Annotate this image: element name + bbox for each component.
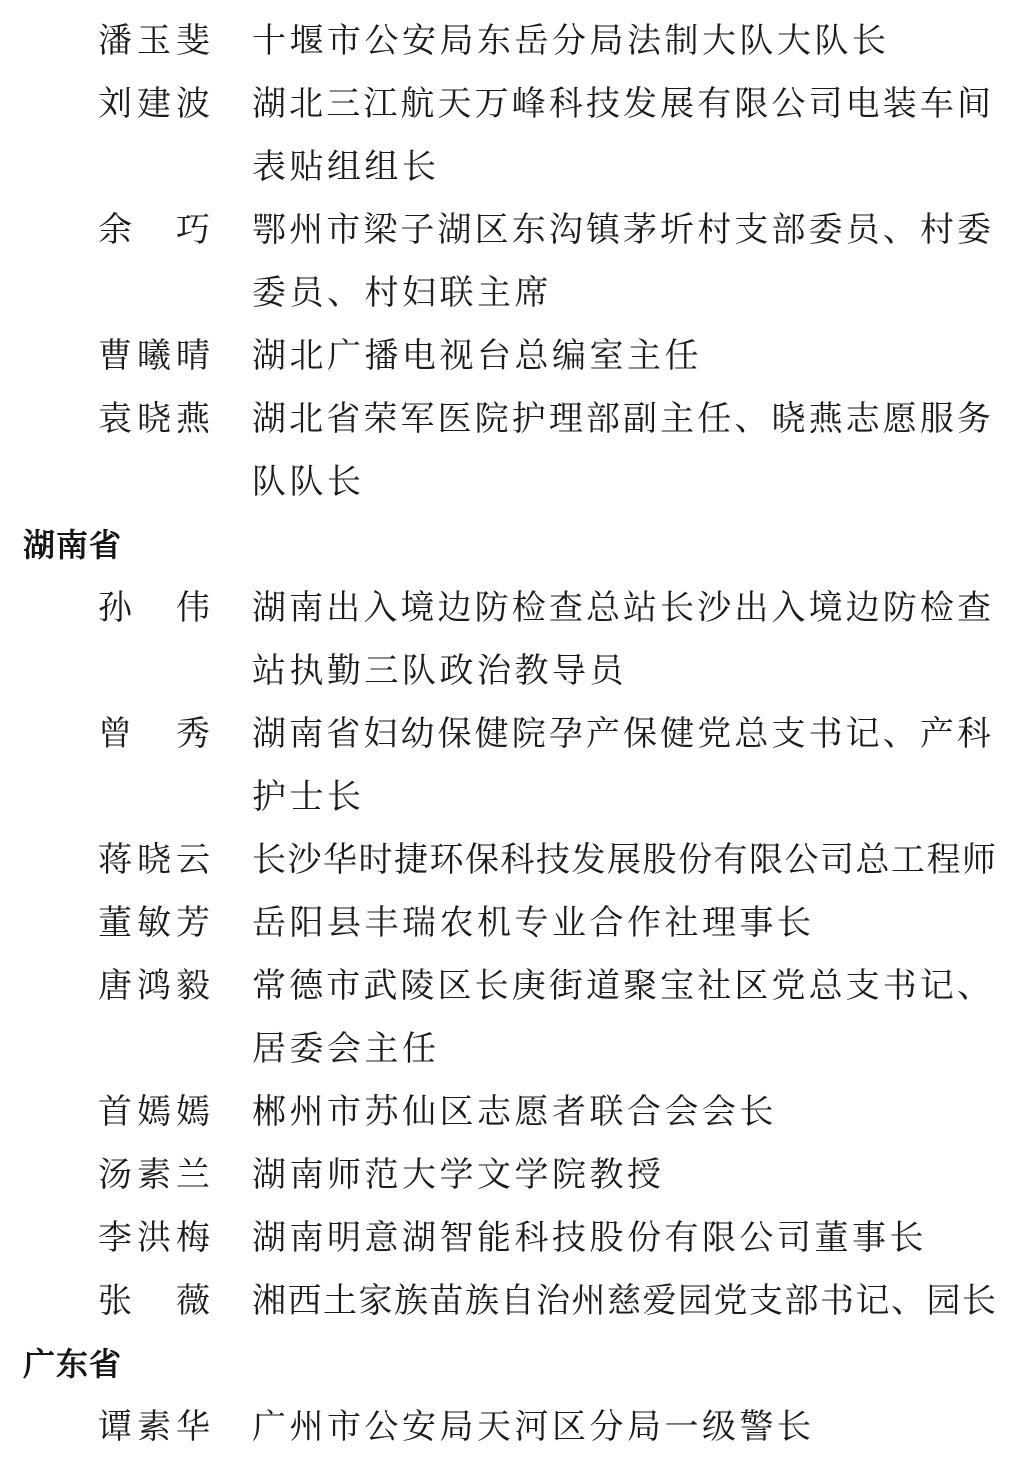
honoree-title-line: 十堰市公安局东岳分局法制大队大队长 — [252, 23, 890, 60]
honoree-name: 曹曦晴 — [98, 338, 210, 375]
honoree-title-line: 委员、村妇联主席 — [252, 275, 552, 312]
honoree-title-line: 居委会主任 — [252, 1031, 440, 1068]
honoree-row — [0, 1081, 1025, 1144]
honoree-title — [252, 1207, 992, 1270]
honoree-title — [252, 325, 992, 388]
honoree-title-line: 站执勤三队政治教导员 — [252, 653, 627, 690]
honoree-title — [252, 955, 992, 1081]
honoree-name: 潘玉斐 — [98, 23, 210, 60]
honoree-row — [0, 892, 1025, 955]
honoree-title-line: 鄂州市梁子湖区东沟镇茅圻村支部委员、村委 — [252, 212, 992, 249]
honoree-title-line: 湖北三江航天万峰科技发展有限公司电装车间 — [252, 86, 992, 123]
honoree-row — [0, 577, 1025, 703]
honoree-row — [0, 388, 1025, 514]
honoree-name: 董敏芳 — [98, 905, 210, 942]
honoree-title-line: 郴州市苏仙区志愿者联合会会长 — [252, 1094, 777, 1131]
honoree-row — [0, 1270, 1025, 1333]
honoree-title-line: 护士长 — [252, 779, 365, 816]
honoree-title-line: 湖南师范大学文学院教授 — [252, 1157, 665, 1194]
honoree-title — [252, 829, 998, 892]
honoree-name: 唐鸿毅 — [98, 968, 210, 1005]
honoree-row — [0, 829, 1025, 892]
honoree-name: 曾 秀 — [98, 716, 210, 753]
province-header-guangdong: 广东省 — [23, 1346, 123, 1382]
honoree-name: 汤素兰 — [98, 1157, 210, 1194]
honoree-row — [0, 703, 1025, 829]
honoree-name: 谭素华 — [98, 1409, 210, 1446]
honoree-name: 蒋晓云 — [98, 842, 210, 879]
honoree-title-line: 湖北省荣军医院护理部副主任、晓燕志愿服务 — [252, 401, 992, 438]
honoree-title — [252, 703, 992, 829]
honoree-title — [252, 1081, 992, 1144]
honoree-title — [252, 577, 992, 703]
honoree-title — [252, 388, 992, 514]
honoree-row — [0, 1396, 1025, 1459]
honoree-title-line: 表贴组组长 — [252, 149, 440, 186]
honoree-name: 余 巧 — [98, 212, 210, 249]
honoree-row — [0, 73, 1025, 199]
honoree-title — [252, 1144, 992, 1207]
honoree-title — [252, 199, 992, 325]
honoree-title-line: 湘西土家族苗族自治州慈爱园党支部书记、园长 — [252, 1283, 998, 1320]
honoree-row — [0, 10, 1025, 73]
honoree-title-line: 湖南省妇幼保健院孕产保健党总支书记、产科 — [252, 716, 992, 753]
honoree-row — [0, 1207, 1025, 1270]
honoree-title-line: 长沙华时捷环保科技发展股份有限公司总工程师 — [252, 842, 998, 879]
honoree-title — [252, 1396, 992, 1459]
honoree-row — [0, 1144, 1025, 1207]
honoree-title-line: 广州市公安局天河区分局一级警长 — [252, 1409, 815, 1446]
honoree-row — [0, 955, 1025, 1081]
honoree-title-line: 队队长 — [252, 464, 365, 501]
honoree-name: 刘建波 — [98, 86, 210, 123]
honoree-row — [0, 199, 1025, 325]
honoree-title-line: 常德市武陵区长庚街道聚宝社区党总支书记、 — [252, 968, 992, 1005]
honoree-title-line: 岳阳县丰瑞农机专业合作社理事长 — [252, 905, 815, 942]
honoree-row — [0, 325, 1025, 388]
honoree-title-line: 湖南出入境边防检查总站长沙出入境边防检查 — [252, 590, 992, 627]
honoree-name: 李洪梅 — [98, 1220, 210, 1257]
honoree-name: 孙 伟 — [98, 590, 210, 627]
honoree-title — [252, 73, 992, 199]
honoree-title-line: 湖南明意湖智能科技股份有限公司董事长 — [252, 1220, 927, 1257]
province-header-hunan: 湖南省 — [23, 527, 123, 563]
honoree-name: 袁晓燕 — [98, 401, 210, 438]
honoree-name: 首嫣嫣 — [98, 1094, 210, 1131]
honoree-name: 张 薇 — [98, 1283, 210, 1320]
honoree-title — [252, 892, 992, 955]
honoree-title — [252, 1270, 998, 1333]
honoree-title — [252, 10, 992, 73]
honoree-title-line: 湖北广播电视台总编室主任 — [252, 338, 702, 375]
